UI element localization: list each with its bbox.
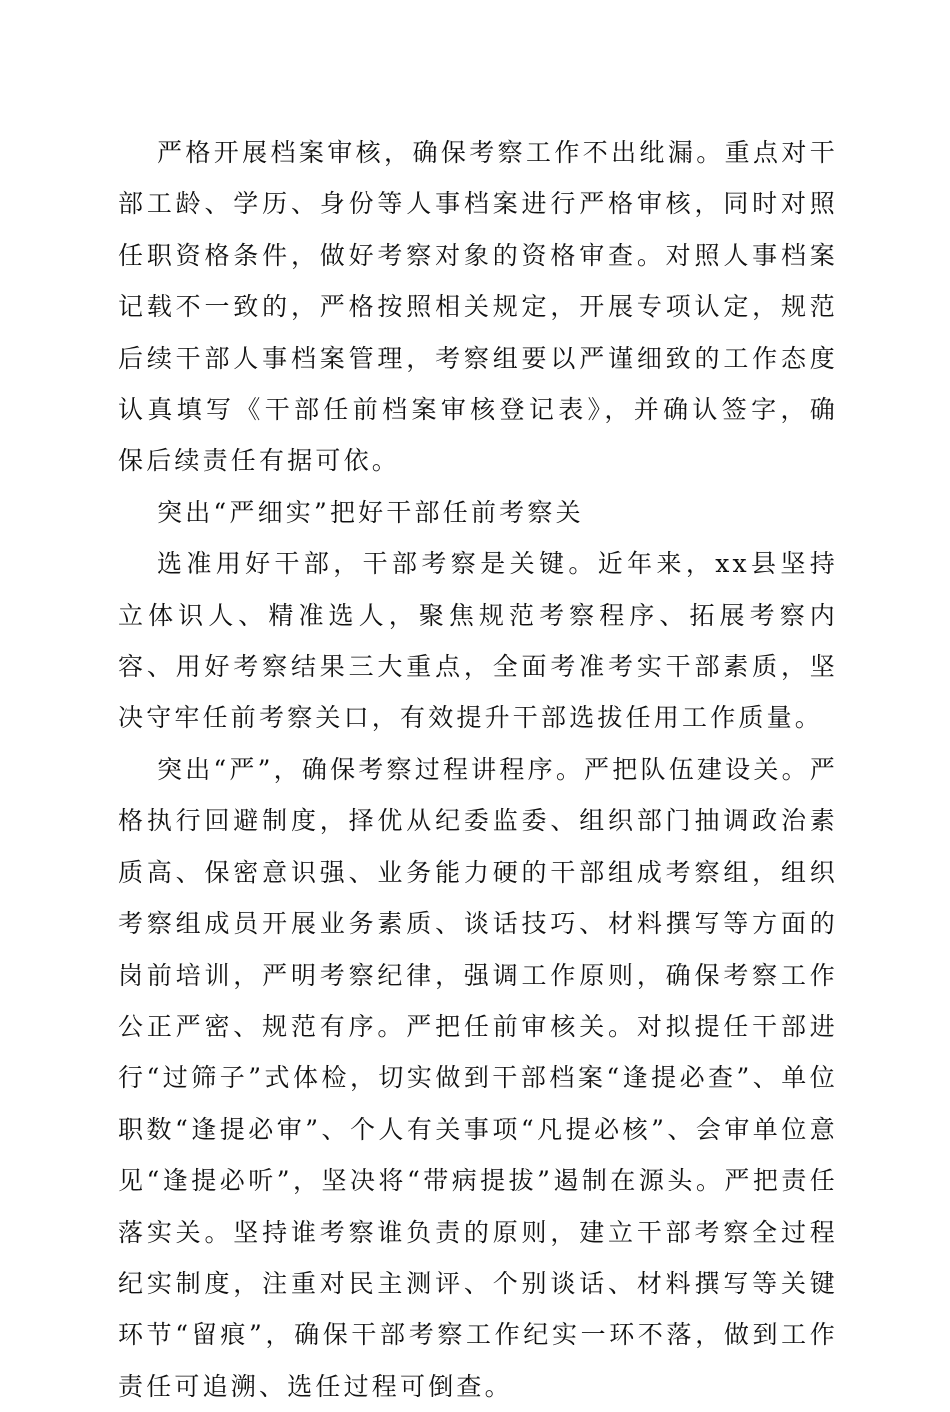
text-line: 察结果三大重点，全面考准考实干部素质，坚决守牢任前考察: [118, 652, 838, 733]
heading-text: 突出“严细实”把好干部任前考察关: [157, 497, 584, 527]
text-line: 责的原则，建立干部考察全过程纪实制度，注重对民主测评、: [118, 1217, 838, 1298]
document-body: [118, 127, 838, 1412]
text-line: 纪实一环不落，做到工作责任可追溯、选任过程可倒查。: [118, 1320, 838, 1401]
text-line: 选准用好干部，干部考察是关键。近年来，xx县坚持立体: [118, 549, 838, 630]
text-line: 做到干部档案“逢提必查”、单位职数“逢提必审”、个人有: [118, 1063, 838, 1144]
text-line: 条件，做好考察对象的资格审查。对照人事档案记载不一致的，: [118, 240, 839, 322]
text-line: 个别谈话、材料撰写等关键环节“留痕”，确保干部考察工作: [118, 1268, 838, 1350]
text-line: 严把任前审核关。对拟提任干部进行“过筛子”式体检，切实: [118, 1011, 838, 1093]
text-line: 突出“严”，确保考察过程讲程序。严把队伍建设关。严格: [118, 754, 838, 836]
paragraph-archive-review: [118, 127, 838, 487]
text-line: 保密意识强、业务能力硬的干部组成考察组，组织考察组成员: [118, 857, 838, 939]
paragraph-strict-procedure: [118, 744, 838, 1412]
text-line: “带病提拔”遏制在源头。严把责任落实关。坚持谁考察谁负: [118, 1166, 839, 1247]
text-line: 严格按照相关规定，开展专项认定，规范后续干部人事档案管: [118, 292, 838, 373]
text-line: 理，考察组要以严谨细致的工作态度认真填写《干部任前档案: [118, 343, 838, 425]
text-line: 关口，有效提升干部选拔任用工作质量。: [315, 703, 824, 733]
paragraph-introduction: [118, 538, 838, 744]
text-line: 考察纪律，强调工作原则，确保考察工作公正严密、规范有序。: [118, 960, 838, 1041]
text-line: 严格开展档案审核，确保考察工作不出纰漏。重点对干部工: [118, 138, 838, 219]
text-line: 执行回避制度，择优从纪委监委、组织部门抽调政治素质高、: [118, 806, 838, 887]
text-line: 龄、学历、身份等人事档案进行严格审核，同时对照任职资格: [118, 189, 838, 270]
text-line: 审核登记表》，并确认签字，确保后续责任有据可依。: [118, 395, 839, 476]
section-heading: [118, 487, 838, 538]
text-line: 关事项“凡提必核”、会审单位意见“逢提必听”，坚决将: [118, 1114, 838, 1196]
text-line: 开展业务素质、谈话技巧、材料撰写等方面的岗前培训，严明: [118, 909, 838, 990]
text-line: 识人、精准选人，聚焦规范考察程序、拓展考察内容、用好考: [118, 600, 838, 682]
